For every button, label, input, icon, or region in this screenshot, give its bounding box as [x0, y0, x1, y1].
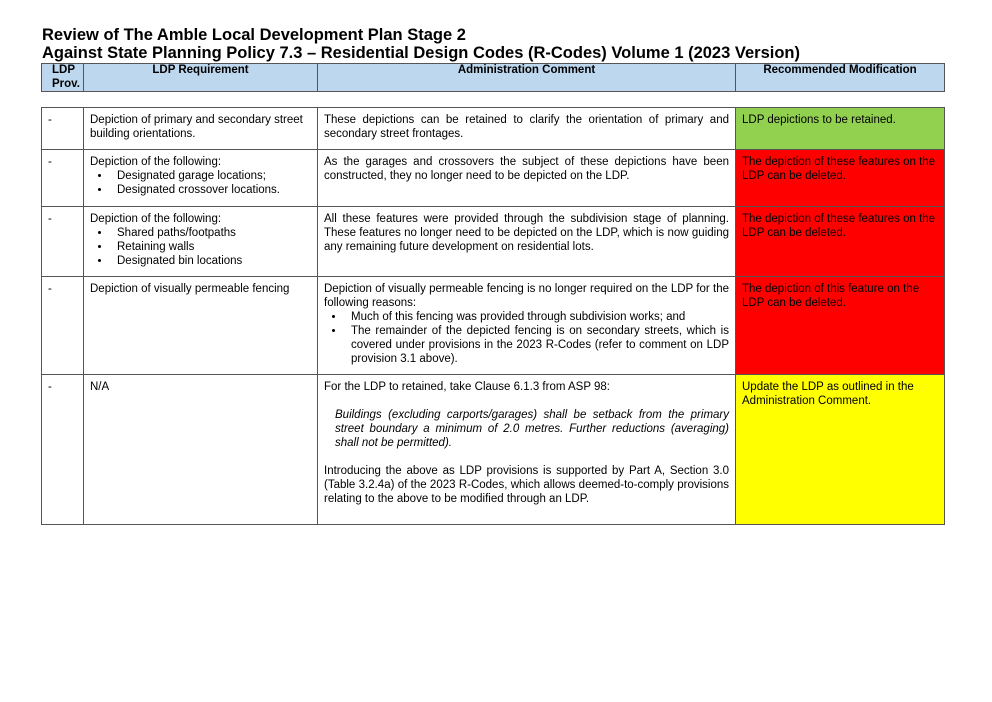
- requirement-cell: [84, 150, 318, 207]
- modification-cell: The depiction of these features on the LDP can be deleted.: [736, 207, 945, 277]
- table-row: [42, 108, 945, 150]
- document-title: Review of The Amble Local Development Plan Stage 2: [42, 26, 466, 44]
- modification-cell: The depiction of this feature on the LDP can be deleted.: [736, 277, 945, 375]
- list-item: • Retaining walls: [111, 240, 311, 254]
- requirement-cell: [84, 207, 318, 277]
- comment-cell: As the garages and crossovers the subject of these depictions have been constructed, they no longer need to be depicted on the LDP.: [318, 150, 736, 207]
- comment-cell: [318, 375, 736, 525]
- comment-intro: Depiction of visually permeable fencing is no longer required on the LDP for the following reasons:: [324, 283, 729, 309]
- list-item: • Designated bin locations: [111, 254, 311, 268]
- list-item: • The remainder of the depicted fencing is on secondary streets, which is covered under provisions in the 2023 R-Codes (refer to comment on LDP provision 3.1 above).: [345, 324, 729, 366]
- list-item: • Shared paths/footpaths: [111, 226, 311, 240]
- col-header-recommended-modification: Recommended Modification: [736, 64, 945, 92]
- modification-cell: The depiction of these features on the LDP can be deleted.: [736, 150, 945, 207]
- col-header-ldp-prov: LDP Prov.: [42, 64, 84, 92]
- list-item: • Designated garage locations;: [111, 169, 311, 183]
- requirement-intro: Depiction of the following:: [90, 213, 222, 225]
- comment-paragraph: Introducing the above as LDP provisions is supported by Part A, Section 3.0 (Table 3.2.4a) of the 2023 R-Codes, which allows deemed-to-comply provisions relating to the above to be modified through an LDP.: [324, 465, 729, 505]
- modification-cell: Update the LDP as outlined in the Administration Comment.: [736, 375, 945, 525]
- ldp-prov-cell: -: [42, 150, 84, 207]
- list-item: • Designated crossover locations.: [111, 183, 311, 197]
- header-table: [41, 63, 945, 92]
- col-header-administration-comment: Administration Comment: [318, 64, 736, 92]
- comment-paragraph: For the LDP to retained, take Clause 6.1.3 from ASP 98:: [324, 381, 610, 393]
- col-header-ldp-requirement: LDP Requirement: [84, 64, 318, 92]
- comment-cell: All these features were provided through the subdivision stage of planning. These features no longer need to be depicted on the LDP, which is now guiding any remaining future development on residential lots.: [318, 207, 736, 277]
- ldp-prov-cell: -: [42, 375, 84, 525]
- requirement-cell: N/A: [84, 375, 318, 525]
- comment-cell: These depictions can be retained to clarify the orientation of primary and secondary street frontages.: [318, 108, 736, 150]
- list-item: • Much of this fencing was provided through subdivision works; and: [345, 310, 729, 324]
- ldp-prov-cell: -: [42, 277, 84, 375]
- ldp-prov-cell: -: [42, 207, 84, 277]
- table-row: [42, 375, 945, 525]
- requirement-cell: Depiction of visually permeable fencing: [84, 277, 318, 375]
- table-row: [42, 207, 945, 277]
- table-row: [42, 277, 945, 375]
- requirement-cell: Depiction of primary and secondary street building orientations.: [84, 108, 318, 150]
- comment-quote: Buildings (excluding carports/garages) shall be setback from the primary street boundary a minimum of 2.0 metres. Further reductions (averaging) shall not be permitted).: [335, 409, 729, 449]
- comment-cell: [318, 277, 736, 375]
- modification-cell: LDP depictions to be retained.: [736, 108, 945, 150]
- ldp-prov-cell: -: [42, 108, 84, 150]
- review-table: [41, 107, 945, 525]
- requirement-intro: Depiction of the following:: [90, 156, 222, 168]
- document-subtitle: Against State Planning Policy 7.3 – Residential Design Codes (R-Codes) Volume 1 (2023 Version): [42, 44, 800, 62]
- table-row: [42, 150, 945, 207]
